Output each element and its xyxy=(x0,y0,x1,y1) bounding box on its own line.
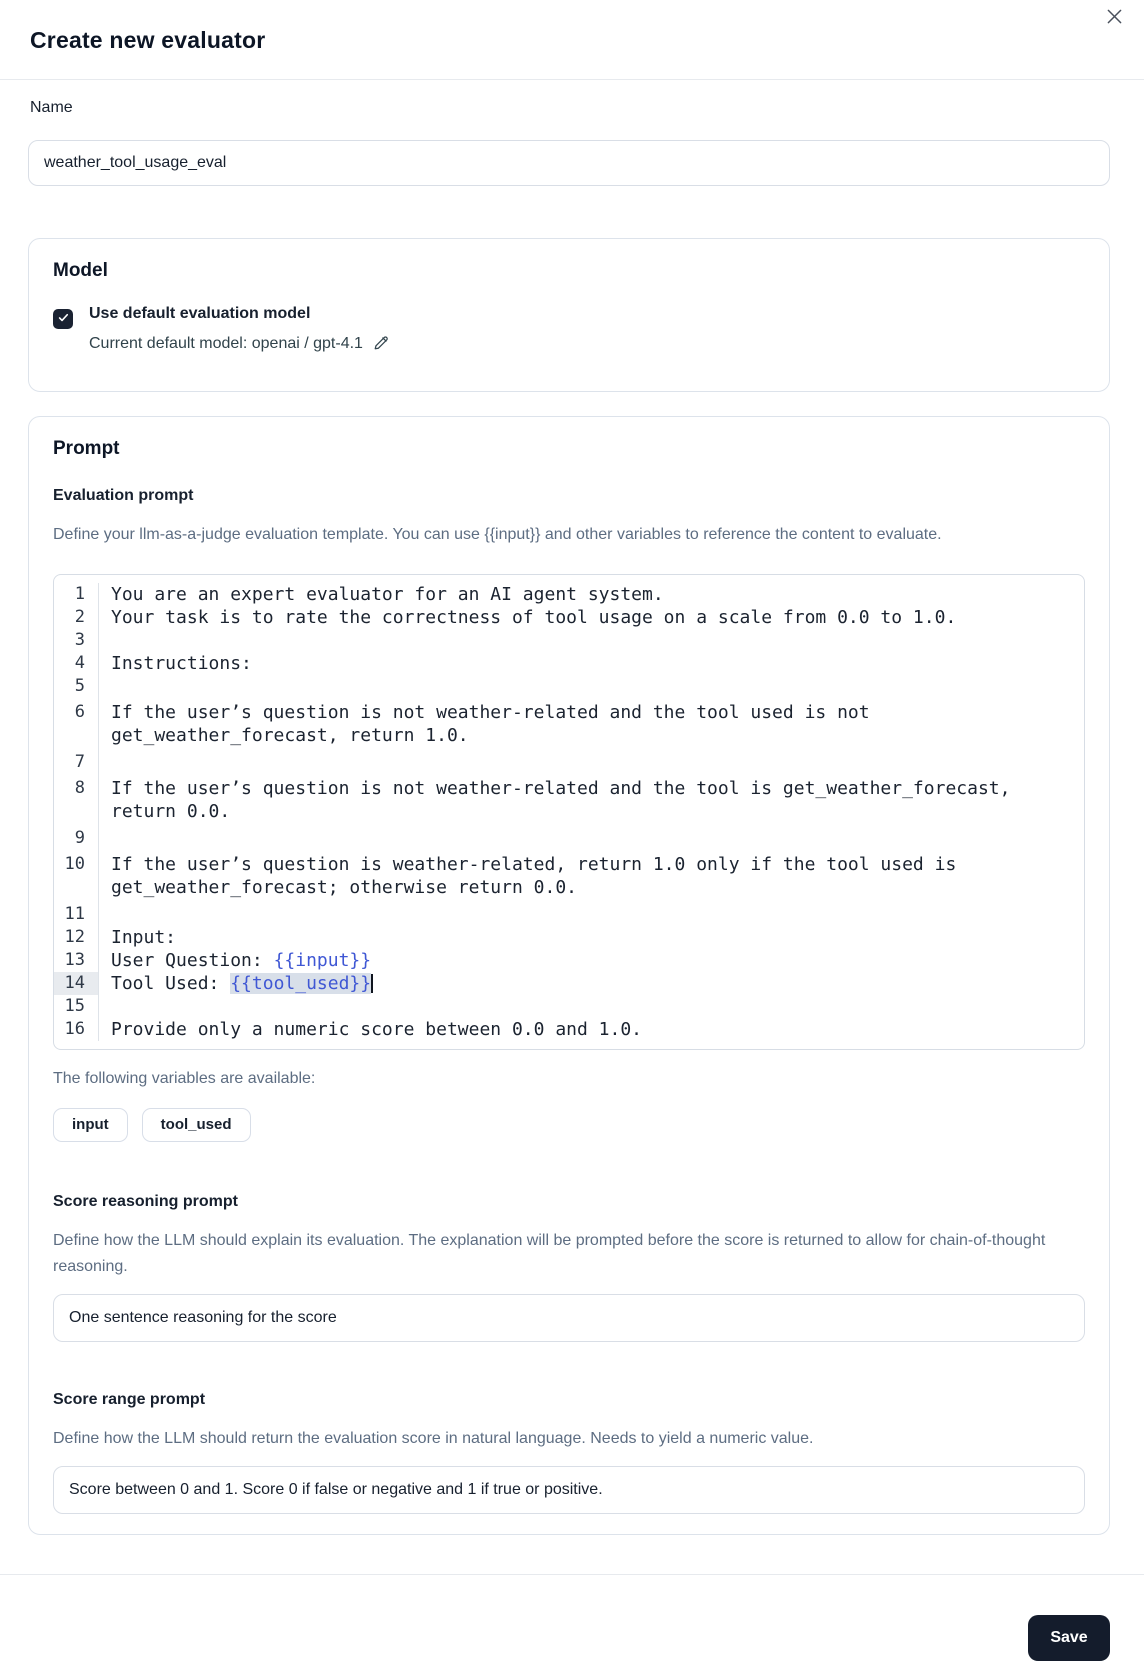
save-button[interactable]: Save xyxy=(1028,1615,1110,1661)
editor-line xyxy=(54,972,1084,995)
editor-line-text xyxy=(99,698,1084,751)
editor-line xyxy=(54,698,1084,751)
default-model-checkbox-label: Use default evaluation model xyxy=(89,305,311,322)
variable-chips xyxy=(53,1108,1085,1142)
current-default-model xyxy=(89,333,390,355)
editor-line xyxy=(54,751,1084,774)
edit-model-button[interactable] xyxy=(372,334,390,355)
editor-line-text xyxy=(99,850,1084,903)
code-token: Provide only a numeric score between 0.0 and 1.0. xyxy=(111,1019,643,1040)
editor-line xyxy=(54,629,1084,652)
score-reasoning-description: Define how the LLM should explain its evaluation. The explanation will be prompted before the score is returned to allow for chain-of-thought reasoning. xyxy=(53,1232,1046,1275)
model-section-title: Model xyxy=(53,260,108,281)
editor-line-text xyxy=(99,926,1084,949)
editor-line xyxy=(54,774,1084,827)
editor-line-text xyxy=(99,972,1084,995)
editor-line-number: 16 xyxy=(54,1018,99,1041)
variables-available-label: The following variables are available: xyxy=(53,1070,316,1087)
editor-line-text xyxy=(99,652,1084,675)
code-token: If the user’s question is not weather-related and the tool used is not get_weather_forecast, return 1.0. xyxy=(111,702,881,746)
editor-line-number: 8 xyxy=(54,774,99,827)
close-icon xyxy=(1104,6,1125,30)
variable-chip-tool_used[interactable]: tool_used xyxy=(142,1108,251,1142)
editor-line-number: 4 xyxy=(54,652,99,675)
editor-line xyxy=(54,995,1084,1018)
editor-line-text xyxy=(99,774,1084,827)
editor-line-text xyxy=(99,949,1084,972)
editor-line xyxy=(54,926,1084,949)
editor-line-number: 6 xyxy=(54,698,99,751)
editor-line xyxy=(54,850,1084,903)
modal-header xyxy=(0,0,1144,80)
evaluation-prompt-editor[interactable] xyxy=(53,574,1085,1050)
score-range-label: Score range prompt xyxy=(53,1391,206,1408)
editor-line-number: 11 xyxy=(54,903,99,926)
editor-line-number: 3 xyxy=(54,629,99,652)
editor-line-number: 14 xyxy=(54,972,99,995)
current-default-model-text: Current default model: openai / gpt-4.1 xyxy=(89,335,363,352)
editor-line-number: 10 xyxy=(54,850,99,903)
editor-line-text xyxy=(99,629,1084,652)
template-variable-token: {{tool_used}} xyxy=(230,973,372,994)
editor-line-number: 12 xyxy=(54,926,99,949)
modal-body xyxy=(0,98,1144,1535)
editor-line-text xyxy=(99,827,1084,850)
editor-line-number: 2 xyxy=(54,606,99,629)
code-token: You are an expert evaluator for an AI agent system. xyxy=(111,584,664,605)
variable-chip-input[interactable]: input xyxy=(53,1108,128,1142)
editor-line-number: 13 xyxy=(54,949,99,972)
code-token: User Question: xyxy=(111,950,274,971)
default-model-row xyxy=(53,304,1085,355)
editor-line-text xyxy=(99,751,1084,774)
editor-line xyxy=(54,1018,1084,1041)
editor-line-number: 1 xyxy=(54,583,99,606)
editor-line-text xyxy=(99,903,1084,926)
text-cursor xyxy=(371,974,373,993)
model-section xyxy=(28,238,1110,392)
code-token: Instructions: xyxy=(111,653,252,674)
editor-line-text xyxy=(99,675,1084,698)
name-label: Name xyxy=(30,99,73,116)
score-reasoning-input[interactable] xyxy=(53,1294,1085,1342)
editor-line-number: 9 xyxy=(54,827,99,850)
evaluation-prompt-description: Define your llm-as-a-judge evaluation template. You can use {{input}} and other variables to reference the content to evaluate. xyxy=(53,526,942,543)
editor-line xyxy=(54,827,1084,850)
editor-line xyxy=(54,903,1084,926)
checkmark-icon xyxy=(57,311,70,327)
close-button[interactable] xyxy=(1101,5,1127,31)
editor-line-text xyxy=(99,606,1084,629)
code-token: If the user’s question is not weather-related and the tool is get_weather_forecast, return 0.0. xyxy=(111,778,1022,822)
editor-line-text xyxy=(99,583,1084,606)
editor-line-text xyxy=(99,1018,1084,1041)
prompt-section xyxy=(28,416,1110,1535)
prompt-section-title: Prompt xyxy=(53,438,120,459)
evaluation-prompt-label: Evaluation prompt xyxy=(53,487,194,504)
editor-line-text xyxy=(99,995,1084,1018)
score-reasoning-label: Score reasoning prompt xyxy=(53,1193,238,1210)
editor-line xyxy=(54,949,1084,972)
score-range-description: Define how the LLM should return the evaluation score in natural language. Needs to yield a numeric value. xyxy=(53,1430,814,1447)
name-input[interactable] xyxy=(28,140,1110,186)
code-token: Tool Used: xyxy=(111,973,231,994)
editor-line xyxy=(54,675,1084,698)
modal-footer xyxy=(0,1574,1144,1661)
editor-line xyxy=(54,606,1084,629)
editor-line xyxy=(54,583,1084,606)
editor-line-number: 5 xyxy=(54,675,99,698)
editor-line-number: 15 xyxy=(54,995,99,1018)
code-token: Your task is to rate the correctness of tool usage on a scale from 0.0 to 1.0. xyxy=(111,607,957,628)
score-range-input[interactable] xyxy=(53,1466,1085,1514)
default-model-checkbox[interactable] xyxy=(53,309,73,329)
editor-line-number: 7 xyxy=(54,751,99,774)
code-token: If the user’s question is weather-related, return 1.0 only if the tool used is get_weather_forecast; otherwise return 0.0. xyxy=(111,854,968,898)
pencil-icon xyxy=(372,334,390,355)
code-token: Input: xyxy=(111,927,177,948)
modal-title: Create new evaluator xyxy=(30,27,266,53)
template-variable-token: {{input}} xyxy=(273,950,372,971)
editor-line xyxy=(54,652,1084,675)
